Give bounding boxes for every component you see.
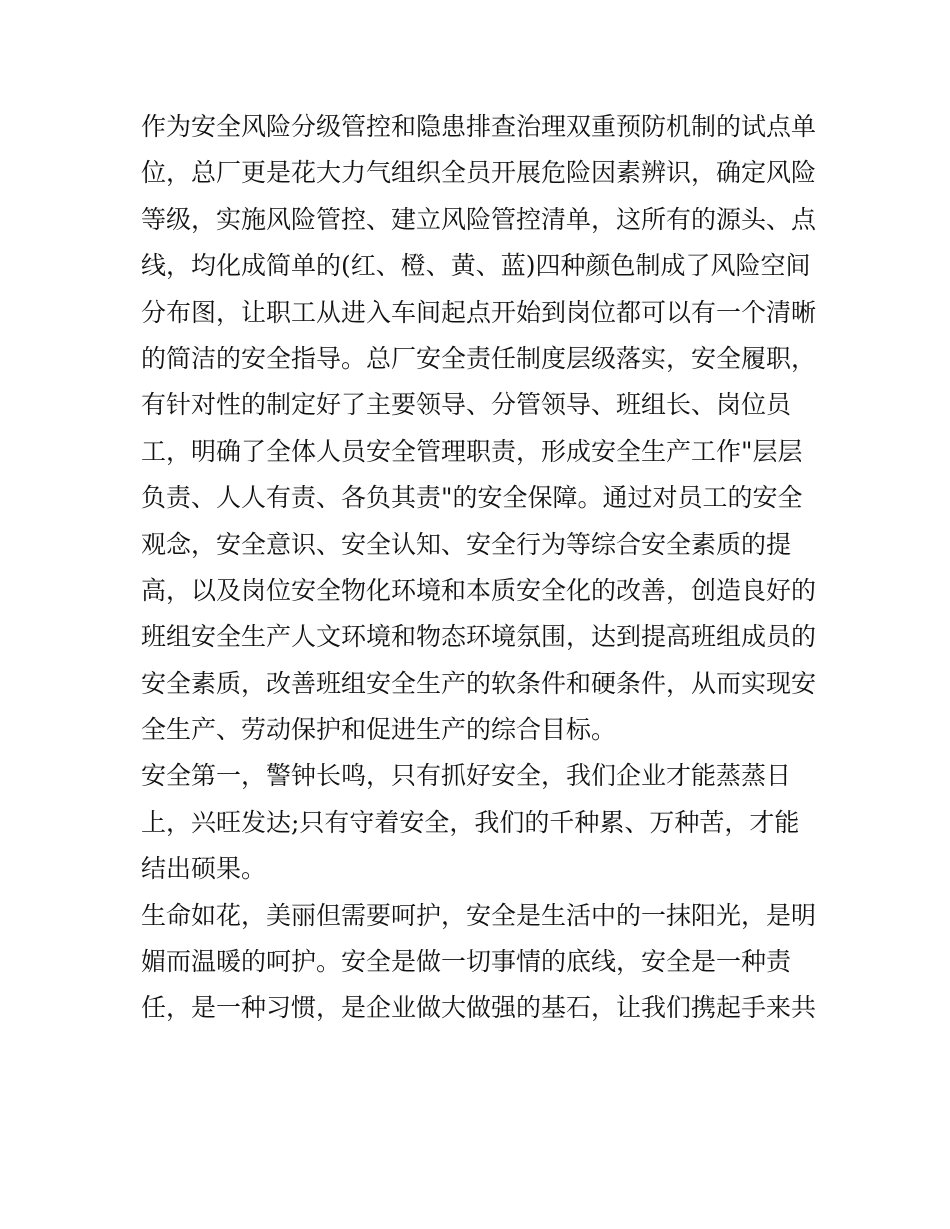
text-line: 班组安全生产人文环境和物态环境氛围，达到提高班组成员的 xyxy=(141,622,817,652)
text-line: 高，以及岗位安全物化环境和本质安全化的改善，创造良好的 xyxy=(141,575,817,605)
text-line: 作为安全风险分级管控和隐患排查治理双重预防机制的试点单 xyxy=(141,112,817,141)
text-line: 工，明确了全体人员安全管理职责，形成安全生产工作"层层 xyxy=(141,436,803,466)
text-line: 任，是一种习惯，是企业做大做强的基石，让我们携起手来共 xyxy=(141,993,817,1023)
text-line: 等级，实施风险管控、建立风险管控清单，这所有的源头、点 xyxy=(141,204,817,234)
text-line: 安全素质，改善班组安全生产的软条件和硬条件，从而实现安 xyxy=(141,668,817,698)
body-text xyxy=(141,104,831,1032)
text-line: 的简洁的安全指导。总厂安全责任制度层级落实，安全履职， xyxy=(141,343,817,373)
text-line: 安全第一，警钟长鸣，只有抓好安全，我们企业才能蒸蒸日 xyxy=(141,761,792,791)
text-line: 结出硕果。 xyxy=(141,854,267,884)
text-line: 生命如花，美丽但需要呵护，安全是生活中的一抹阳光，是明 xyxy=(141,900,817,930)
text-line: 位，总厂更是花大力气组织全员开展危险因素辨识，确定风险 xyxy=(141,158,817,188)
text-line: 全生产、劳动保护和促进生产的综合目标。 xyxy=(141,715,617,745)
text-line: 线，均化成简单的(红、橙、黄、蓝)四种颜色制成了风险空间 xyxy=(141,251,811,281)
text-line: 有针对性的制定好了主要领导、分管领导、班组长、岗位员 xyxy=(141,390,792,420)
text-line: 媚而温暖的呵护。安全是做一切事情的底线，安全是一种责 xyxy=(141,947,792,977)
text-line: 负责、人人有责、各负其责"的安全保障。通过对员工的安全 xyxy=(141,483,803,513)
text-line: 观念，安全意识、安全认知、安全行为等综合安全素质的提 xyxy=(141,529,792,559)
text-line: 分布图，让职工从进入车间起点开始到岗位都可以有一个清晰 xyxy=(141,297,817,327)
text-line: 上，兴旺发达;只有守着安全，我们的千种累、万种苦，才能 xyxy=(141,807,800,837)
